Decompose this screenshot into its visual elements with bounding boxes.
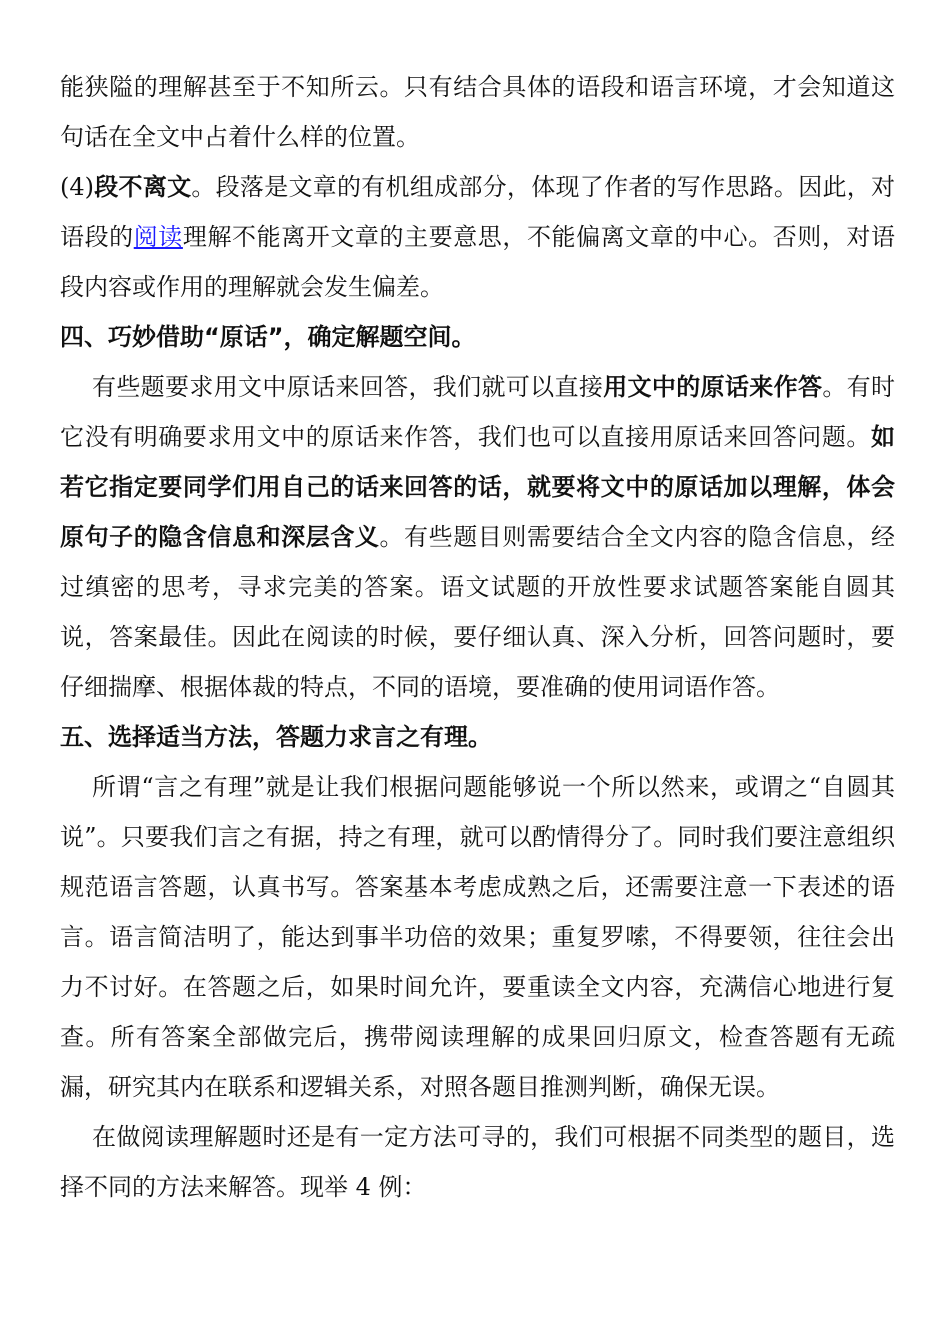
section4-text-3: 。有些题目则需要结合全文内容的隐含信息，经过缜密的思考，寻求完美的答案。语文试题的开放性要求试题答案能自圆其说，答案最佳。因此在阅读的时候，要仔细认真、深入分析，回答问题时，要仔细揣摩、根据体裁的特点，不同的语境，要准确的使用词语作答。 bbox=[60, 523, 895, 701]
section4-bold-2: 如若它指定要同学们用自己的话来回答的话，就要将文中的原话加以理解，体会原句子的隐含信息和深层含义 bbox=[60, 423, 895, 551]
point-text-2: 理解不能离开文章的主要意思，不能偏离文章的中心。否则，对语段内容或作用的理解就会发生偏差。 bbox=[60, 223, 896, 301]
paragraph-point-4 bbox=[60, 162, 895, 312]
point-title: 段不离文 bbox=[94, 173, 192, 201]
reading-link[interactable]: 阅读 bbox=[133, 223, 183, 251]
paragraph-section-5 bbox=[60, 762, 895, 1112]
section-heading-4: 四、巧妙借助“原话”，确定解题空间。 bbox=[60, 323, 476, 351]
paragraph-continuation bbox=[60, 62, 895, 162]
point-text-1: 。段落是文章的有机组成部分，体现了作者的写作思路。因此，对语段的 bbox=[60, 173, 896, 251]
paragraph-final bbox=[60, 1112, 895, 1212]
section4-text-1: 有些题要求用文中原话来回答，我们就可以直接 bbox=[92, 373, 604, 401]
continuation-text: 能狭隘的理解甚至于不知所云。只有结合具体的语段和语言环境，才会知道这句话在全文中占着什么样的位置。 bbox=[60, 73, 895, 151]
section4-bold-1: 用文中的原话来作答 bbox=[603, 373, 823, 401]
document-page bbox=[60, 62, 895, 1212]
section-heading-5: 五、选择适当方法，答题力求言之有理。 bbox=[60, 723, 492, 751]
final-text: 在做阅读理解题时还是有一定方法可寻的，我们可根据不同类型的题目，选择不同的方法来解答。现举 4 例： bbox=[60, 1123, 895, 1201]
point-number: (4) bbox=[60, 173, 94, 201]
paragraph-section-4 bbox=[60, 362, 895, 712]
section5-text: 所谓“言之有理”就是让我们根据问题能够说一个所以然来，或谓之“自圆其说”。只要我们言之有据，持之有理，就可以酌情得分了。同时我们要注意组织规范语言答题，认真书写。答案基本考虑成熟之后，还需要注意一下表述的语言。语言简洁明了，能达到事半功倍的效果；重复罗嗦，不得要领，往往会出力不讨好。在答题之后，如果时间允许，要重读全文内容，充满信心地进行复查。所有答案全部做完后，携带阅读理解的成果回归原文，检查答题有无疏漏，研究其内在联系和逻辑关系，对照各题目推测判断，确保无误。 bbox=[60, 773, 895, 1101]
section4-text-2: 。有时它没有明确要求用文中的原话来作答，我们也可以直接用原话来回答问题。 bbox=[60, 373, 895, 451]
